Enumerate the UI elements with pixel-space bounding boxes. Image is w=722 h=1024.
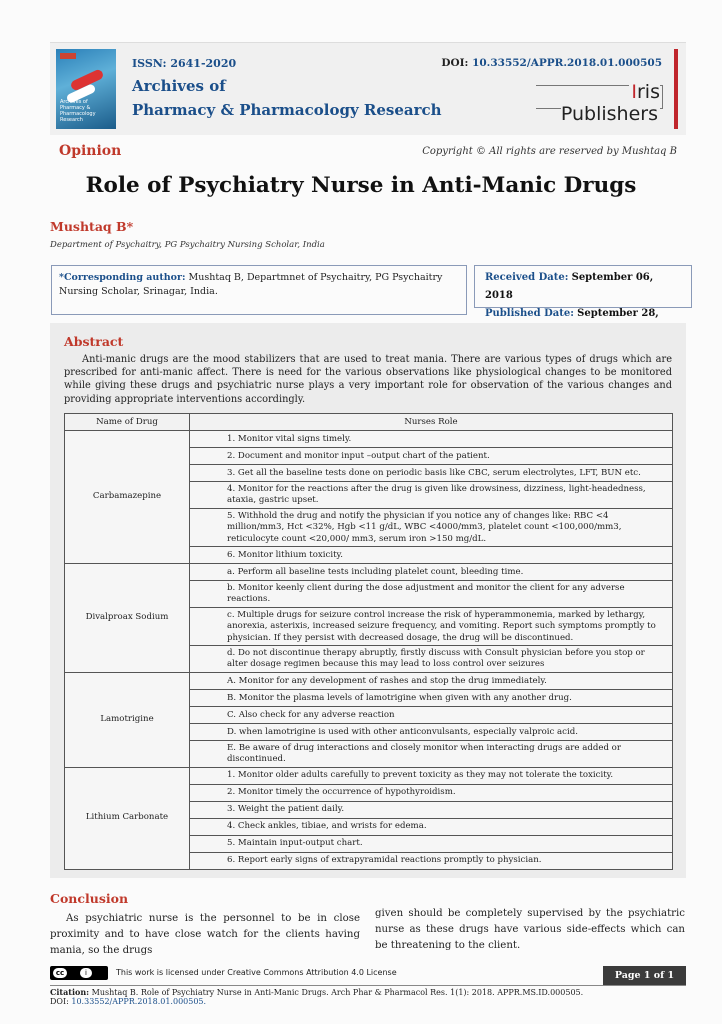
column-header-drug: Name of Drug (65, 414, 190, 431)
role-cell: 4. Monitor for the reactions after the drug is given like drowsiness, dizziness, light-headedness, ataxia, gastric upset. (190, 482, 673, 509)
role-cell: A. Monitor for any development of rashes and stop the drug immediately. (190, 672, 673, 689)
by-icon: i (80, 968, 92, 978)
journal-title-line1: Archives of (132, 77, 226, 95)
copyright-notice: Copyright © All rights are reserved by Mushtaq B (422, 146, 677, 157)
conclusion-heading: Conclusion (50, 891, 129, 906)
doi-link[interactable]: 10.33552/APPR.2018.01.000505 (472, 57, 662, 69)
column-header-role: Nurses Role (190, 414, 673, 431)
citation-text: Mushtaq B. Role of Psychiatry Nurse in Anti-Manic Drugs. Arch Phar & Pharmacol Res. 1(1): 2018. APPR.MS.ID.000505. (91, 988, 584, 997)
role-cell: 3. Weight the patient daily. (190, 801, 673, 818)
journal-header (50, 42, 686, 135)
received-date: September 06, 2018 (485, 272, 654, 301)
table-row (65, 431, 673, 448)
published-date: September 28, (577, 308, 659, 319)
role-cell: 4. Check ankles, tibiae, and wrists for edema. (190, 818, 673, 835)
conclusion-text-col1: As psychiatric nurse is the personnel to be in close proximity and to have close watch for the clients having mania, so the drugs (50, 913, 360, 956)
drug-name-cell: Lithium Carbonate (65, 767, 190, 869)
received-label: Received Date: (485, 272, 569, 283)
corresponding-label: *Corresponding author: (59, 272, 186, 283)
table-row (65, 767, 673, 784)
conclusion-text-col2: given should be completely supervised by the psychiatric nurse as these drugs have various side-effects which can be threatening to the client. (375, 908, 685, 951)
issn: ISSN: 2641-2020 (132, 57, 237, 70)
table-row (65, 564, 673, 581)
footer-divider (50, 985, 686, 986)
publisher-logo (532, 81, 662, 125)
publisher-i: I (631, 81, 637, 103)
role-cell: E. Be aware of drug interactions and closely monitor when interacting drugs are added or discontinued. (190, 740, 673, 767)
doi-label: DOI: (441, 57, 469, 69)
citation-label: Citation: (50, 987, 90, 997)
accent-bar (674, 49, 678, 129)
role-cell: B. Monitor the plasma levels of lamotrigine when given with any another drug. (190, 689, 673, 706)
page-number: Page 1 of 1 (603, 966, 686, 986)
published-label: Published Date: (485, 308, 574, 319)
header-doi (441, 57, 662, 69)
article-title: Role of Psychiatry Nurse in Anti-Manic Drugs (85, 173, 637, 198)
role-cell: b. Monitor keenly client during the dose adjustment and monitor the client for any adverse reactions. (190, 581, 673, 608)
abstract-text: Anti-manic drugs are the mood stabilizers that are used to treat mania. There are various types of drugs which are prescribed for anti-manic affect. There is need for the various observations like physiological changes to be monitored while giving these drugs and psychiatric nurse plays a very important role for observation of the various changes and providing appropriate interventions accordingly. (64, 354, 672, 405)
article-type: Opinion (59, 143, 122, 159)
journal-title-line2: Pharmacy & Pharmacology Research (132, 101, 442, 119)
nurses-role-table (64, 413, 673, 870)
publisher-name: ris Publishers (560, 81, 660, 125)
cover-badge (60, 53, 76, 59)
drug-name-cell: Lamotrigine (65, 672, 190, 767)
role-cell: a. Perform all baseline tests including platelet count, bleeding time. (190, 564, 673, 581)
license-text: This work is licensed under Creative Commons Attribution 4.0 License (116, 968, 397, 977)
role-cell: 5. Withhold the drug and notify the physician if you notice any of changes like: RBC <4 million/mm3, Hct <32%, Hgb <11 g/dL, WBC <4000/mm3, platelet count <100,000/mm3, reticulocyte count <20,000/ mm3, serum iron >150 mg/dL. (190, 508, 673, 546)
author-name: Mushtaq B* (50, 219, 134, 234)
journal-cover-image (56, 49, 116, 129)
abstract-heading: Abstract (64, 334, 124, 349)
role-cell: 2. Document and monitor input –output chart of the patient. (190, 448, 673, 465)
cover-title: Archives of Pharmacy & Pharmacology Research (60, 99, 96, 123)
role-cell: C. Also check for any adverse reaction (190, 706, 673, 723)
footer-doi-label: DOI: (50, 997, 69, 1006)
role-cell: 2. Monitor timely the occurrence of hypothyroidism. (190, 784, 673, 801)
role-cell: 1. Monitor older adults carefully to prevent toxicity as they may not tolerate the toxicity. (190, 767, 673, 784)
corresponding-author-box (51, 265, 467, 315)
author-affiliation: Department of Psychaitry, PG Psychaitry Nursing Scholar, India (50, 240, 325, 250)
footer-doi (50, 997, 206, 1006)
role-cell: 6. Report early signs of extrapyramidal reactions promptly to physician. (190, 852, 673, 869)
role-cell: 6. Monitor lithium toxicity. (190, 547, 673, 564)
role-cell: 3. Get all the baseline tests done on periodic basis like CBC, serum electrolytes, LFT, BUN etc. (190, 465, 673, 482)
table-header-row (65, 414, 673, 431)
footer-doi-link[interactable]: 10.33552/APPR.2018.01.000505. (71, 997, 207, 1006)
role-cell: c. Multiple drugs for seizure control increase the risk of hyperammonemia, marked by lethargy, anorexia, asterixis, increased seizure frequency, and vomiting. Report such symptoms promptly to physician. If they persist with decreased dosage, the drug will be discontinued. (190, 607, 673, 645)
role-cell: 1. Monitor vital signs timely. (190, 431, 673, 448)
cc-icon: cc (53, 968, 67, 978)
creative-commons-badge[interactable] (50, 966, 108, 980)
table-row (65, 672, 673, 689)
drug-name-cell: Divalproax Sodium (65, 564, 190, 673)
role-cell: D. when lamotrigine is used with other anticonvulsants, especially valproic acid. (190, 723, 673, 740)
role-cell: 5. Maintain input-output chart. (190, 835, 673, 852)
corresponding-text: Mushtaq B, Departmnet of Psychaitry, PG Psychaitry Nursing Scholar, Srinagar, India. (59, 272, 443, 297)
dates-box (474, 265, 692, 319)
drug-name-cell: Carbamazepine (65, 431, 190, 564)
role-cell: d. Do not discontinue therapy abruptly, firstly discuss with Consult physician before you stop or alter dosage regimen because this may lead to loss control over seizures (190, 646, 673, 673)
